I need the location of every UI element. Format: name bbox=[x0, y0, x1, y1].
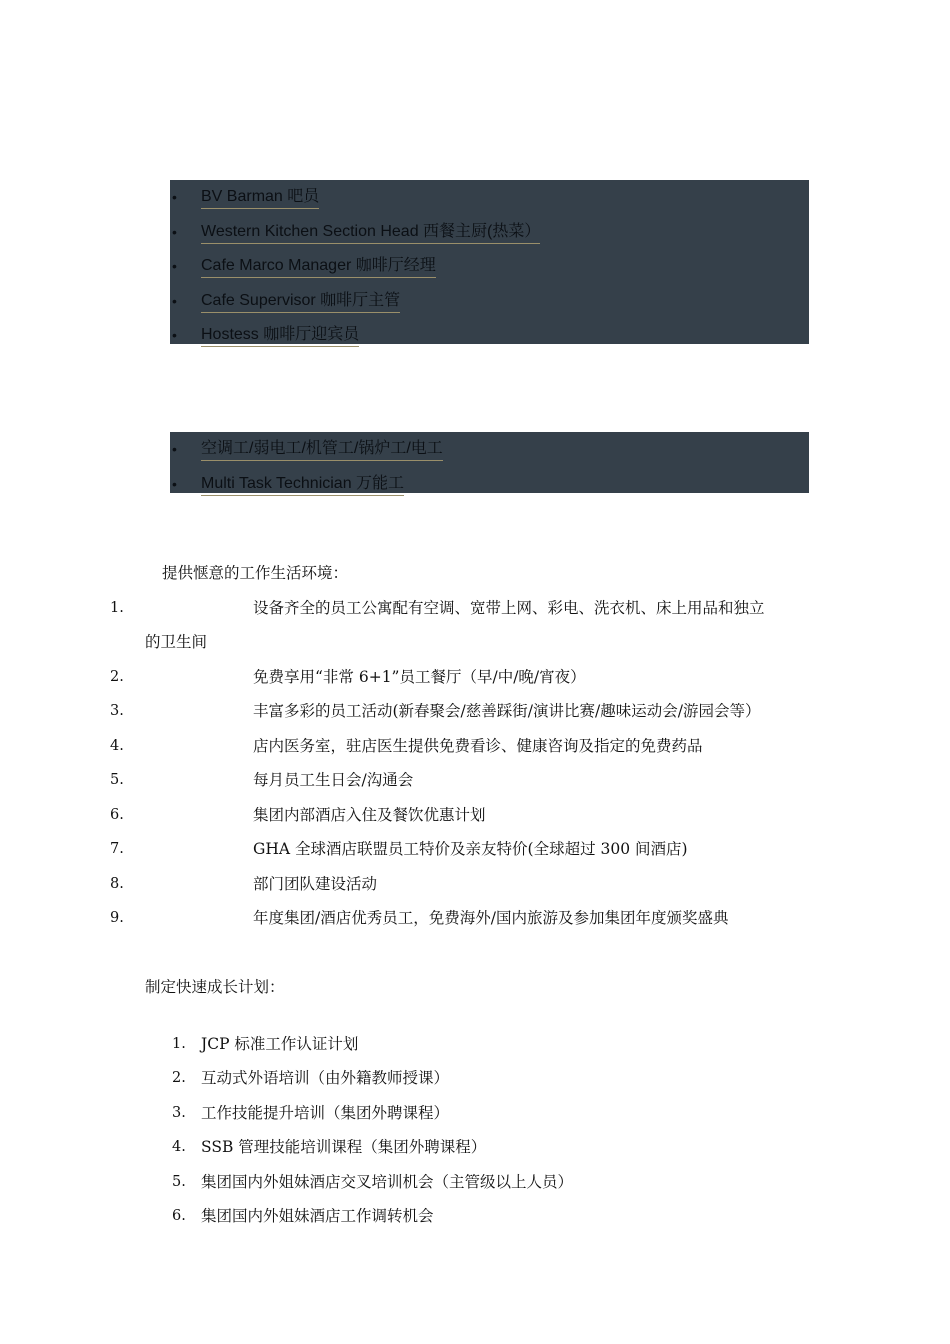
list-number: 5. bbox=[172, 1174, 186, 1190]
list-item-text: 免费享用“非常 6+1”员工餐厅（早/中/晚/宵夜） bbox=[253, 668, 586, 686]
position-link-multi-task-technician[interactable]: Multi Task Technician 万能工 bbox=[201, 473, 404, 496]
bullet: • bbox=[172, 258, 177, 274]
position-link-cafe-manager[interactable]: Cafe Marco Manager 咖啡厅经理 bbox=[201, 255, 436, 278]
list-number: 5. bbox=[110, 772, 124, 788]
list-item bbox=[170, 249, 809, 284]
list-item bbox=[170, 284, 809, 319]
list-item-text: 设备齐全的员工公寓配有空调、宽带上网、彩电、洗衣机、床上用品和独立 bbox=[253, 599, 765, 617]
list-item bbox=[170, 467, 809, 502]
list-item-text: 集团内部酒店入住及餐饮优惠计划 bbox=[253, 806, 486, 824]
list-item-text: 工作技能提升培训（集团外聘课程） bbox=[201, 1104, 450, 1122]
list-item-text: 集团国内外姐妹酒店工作调转机会 bbox=[201, 1207, 434, 1225]
list-item-text: 年度集团/酒店优秀员工，免费海外/国内旅游及参加集团年度颁奖盛典 bbox=[253, 909, 729, 927]
list-item bbox=[170, 318, 809, 353]
positions-list-engineering bbox=[170, 432, 809, 493]
list-number: 6. bbox=[172, 1208, 186, 1224]
position-link-engineering-workers[interactable]: 空调工/弱电工/机管工/锅炉工/电工 bbox=[201, 438, 443, 461]
position-link-western-kitchen[interactable]: Western Kitchen Section Head 西餐主厨(热菜） bbox=[201, 221, 540, 244]
list-item-text: 互动式外语培训（由外籍教师授课） bbox=[201, 1069, 450, 1087]
list-number: 2. bbox=[172, 1070, 186, 1086]
bullet: • bbox=[172, 327, 177, 343]
list-item-text: 集团国内外姐妹酒店交叉培训机会（主管级以上人员） bbox=[201, 1173, 574, 1191]
list-item bbox=[170, 432, 809, 467]
list-number: 4. bbox=[110, 738, 124, 754]
position-link-hostess[interactable]: Hostess 咖啡厅迎宾员 bbox=[201, 324, 359, 347]
list-number: 4. bbox=[172, 1139, 186, 1155]
list-item-text: 丰富多彩的员工活动(新春聚会/慈善踩街/演讲比赛/趣味运动会/游园会等） bbox=[253, 702, 761, 720]
list-item-text: 每月员工生日会/沟通会 bbox=[253, 771, 414, 789]
list-item-continuation: 的卫生间 bbox=[145, 633, 208, 651]
bullet: • bbox=[172, 475, 177, 492]
position-link-bv-barman[interactable]: BV Barman 吧员 bbox=[201, 186, 319, 209]
bullet: • bbox=[172, 441, 177, 457]
list-number: 3. bbox=[172, 1105, 186, 1121]
list-item-text: 部门团队建设活动 bbox=[253, 875, 378, 893]
list-number: 8. bbox=[110, 876, 124, 892]
list-number: 9. bbox=[110, 910, 124, 926]
position-link-cafe-supervisor[interactable]: Cafe Supervisor 咖啡厅主管 bbox=[201, 290, 400, 313]
list-item-text: JCP 标准工作认证计划 bbox=[201, 1035, 359, 1053]
list-item-text: 店内医务室，驻店医生提供免费看诊、健康咨询及指定的免费药品 bbox=[253, 737, 703, 755]
list-item-text: SSB 管理技能培训课程（集团外聘课程） bbox=[201, 1138, 487, 1156]
positions-list-fnb bbox=[170, 180, 809, 344]
environment-heading: 提供惬意的工作生活环境： bbox=[162, 564, 349, 582]
list-item-text: GHA 全球酒店联盟员工特价及亲友特价(全球超过 300 间酒店) bbox=[253, 840, 688, 858]
list-number: 3. bbox=[110, 703, 124, 719]
growth-heading: 制定快速成长计划： bbox=[145, 978, 285, 996]
list-number: 7. bbox=[110, 841, 124, 857]
bullet: • bbox=[172, 223, 177, 240]
list-number: 1. bbox=[110, 600, 124, 616]
list-number: 1. bbox=[172, 1036, 186, 1052]
list-number: 6. bbox=[110, 807, 124, 823]
bullet: • bbox=[172, 292, 177, 309]
list-item bbox=[170, 215, 809, 250]
list-number: 2. bbox=[110, 669, 124, 685]
list-item bbox=[170, 180, 809, 215]
bullet: • bbox=[172, 189, 177, 205]
